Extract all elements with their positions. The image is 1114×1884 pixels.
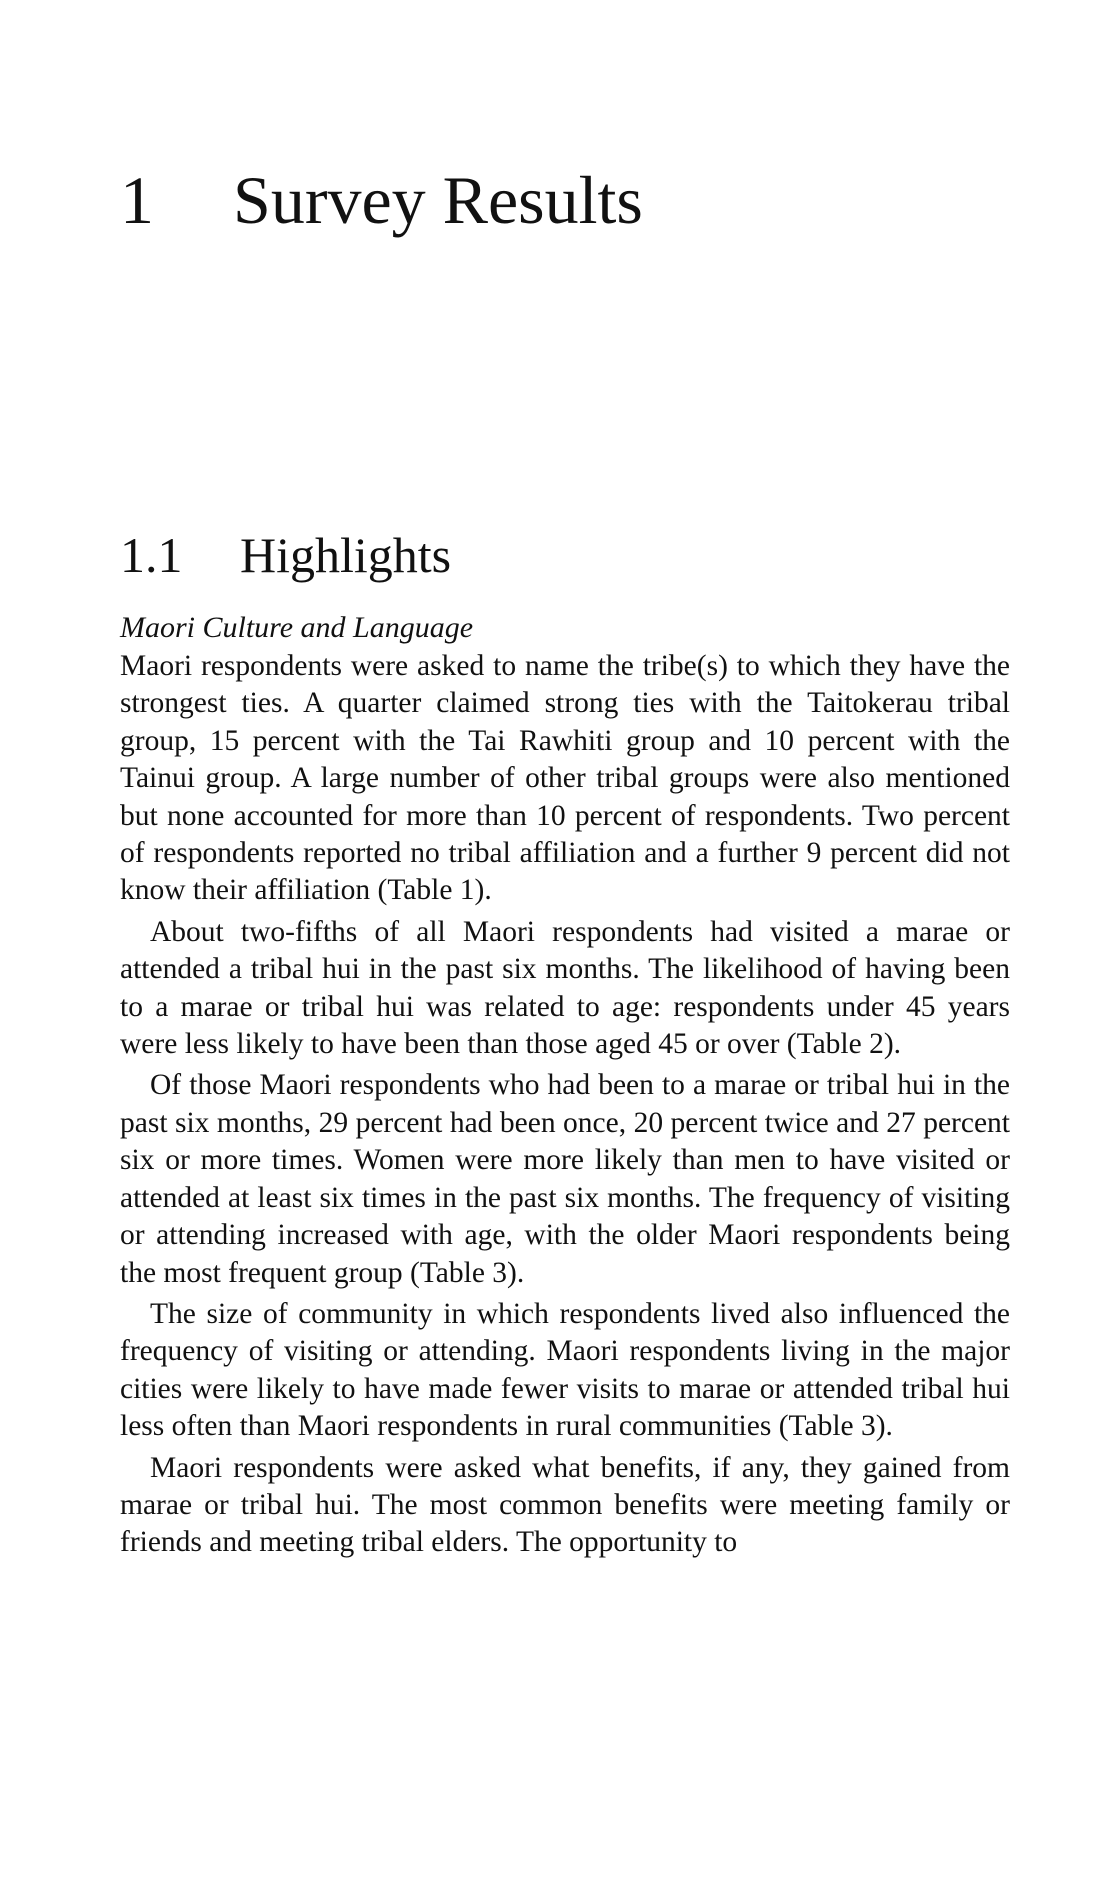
body-text: [120, 608, 1010, 1566]
paragraph: Maori respondents were asked to name the tribe(s) to which they have the strongest ties. A quarter claimed strong ties with the Taitokerau tribal group, 15 percent with the Tai Rawhiti group and 10 percent with the Tainui group. A large number of other tribal groups were also mentioned but none accounted for more than 10 percent of respondents. Two percent of respondents reported no tribal affiliation and a further 9 percent did not know their affiliation (Table 1).: [120, 650, 1010, 907]
chapter-number: 1: [120, 162, 154, 238]
section-number: 1.1: [120, 527, 183, 583]
paragraph: Maori respondents were asked what benefits, if any, they gained from marae or tribal hui. The most common benefits were meeting family or friends and meeting tribal elders. The opportunity to: [120, 1451, 1010, 1559]
paragraph: Of those Maori respondents who had been to a marae or tribal hui in the past six months, 29 percent had been once, 20 percent twice and 27 percent six or more times. Women were more likely than men to have visited or attended at least six times in the past six months. The frequency of visiting or attending increased with age, with the older Maori respondents being the most frequent group (Table 3).: [120, 1069, 1010, 1289]
chapter-title-text: Survey Results: [233, 162, 643, 238]
paragraph: About two-fifths of all Maori respondents had visited a marae or attended a tribal hui in the past six months. The likelihood of having been to a marae or tribal hui was related to age: respondents under 45 years were less likely to have been than those aged 45 or over (Table 2).: [120, 915, 1010, 1061]
section-title: [120, 527, 452, 583]
section-title-text: Highlights: [240, 527, 452, 583]
chapter-title: [120, 162, 643, 238]
paragraph: The size of community in which respondents lived also influenced the frequency of visiting or attending. Maori respondents living in the major cities were likely to have made fewer visits to marae or attended tribal hui less often than Maori respondents in rural communities (Table 3).: [120, 1297, 1010, 1443]
subsection-title: Maori Culture and Language: [120, 611, 474, 644]
